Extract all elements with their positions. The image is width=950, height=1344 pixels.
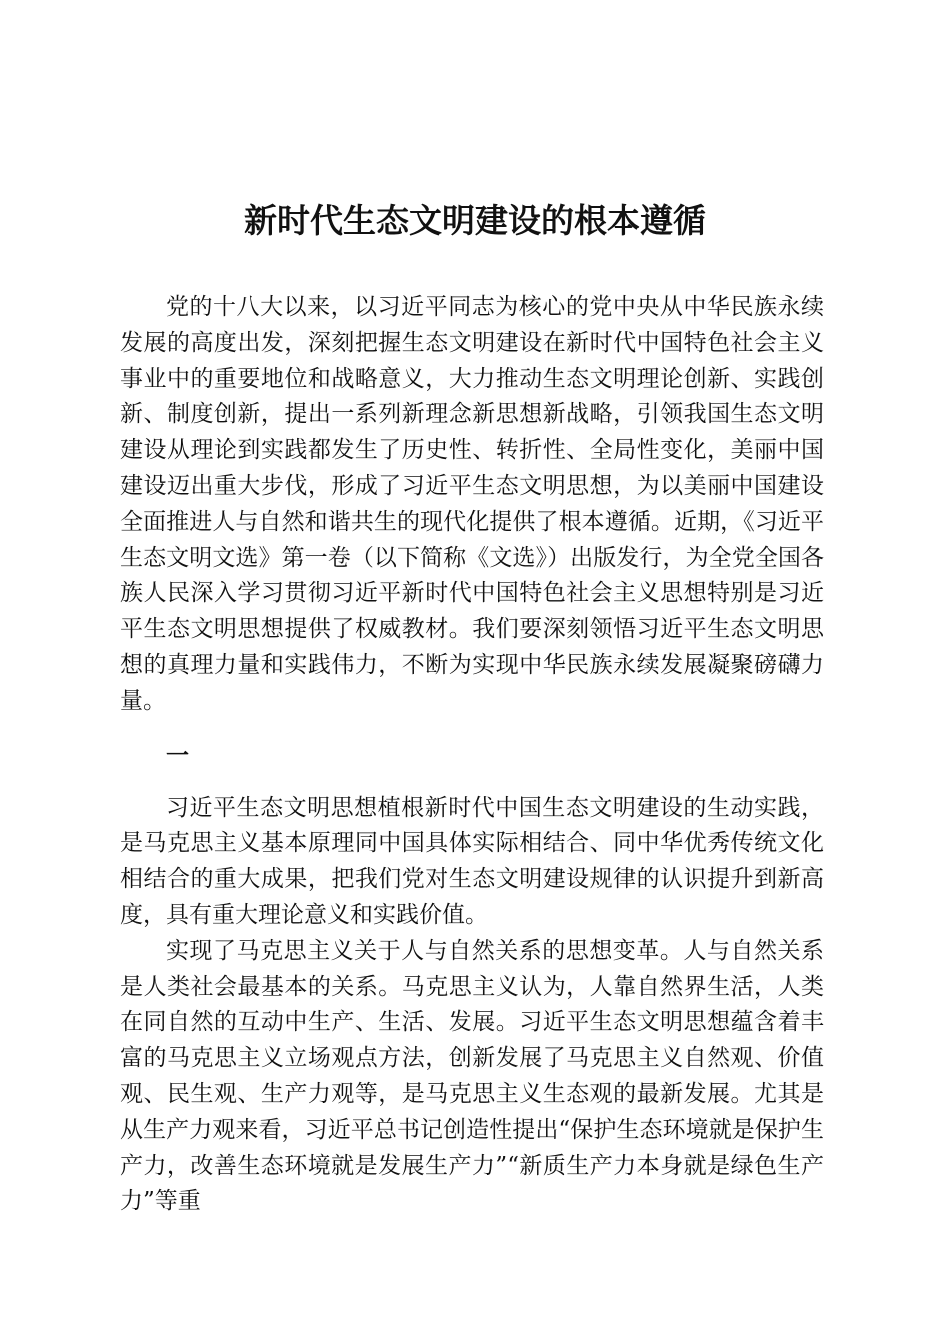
paragraph-section1-lead: 习近平生态文明思想植根新时代中国生态文明建设的生动实践，是马克思主义基本原理同中国具体实际相结合、同中华优秀传统文化相结合的重大成果，把我们党对生态文明建设规律的认识提升到新高度，具有重大理论意义和实践价值。 xyxy=(120,794,824,928)
document-title: 新时代生态文明建设的根本遵循 xyxy=(244,201,706,240)
paragraph-intro: 党的十八大以来，以习近平同志为核心的党中央从中华民族永续发展的高度出发，深刻把握生态文明建设在新时代中国特色社会主义事业中的重要地位和战略意义，大力推动生态文明理论创新、实践创新、制度创新，提出一系列新理念新思想新战略，引领我国生态文明建设从理论到实践都发生了历史性、转折性、全局性变化，美丽中国建设迈出重大步伐，形成了习近平生态文明思想，为以美丽中国建设全面推进人与自然和谐共生的现代化提供了根本遵循。近期，《习近平生态文明文选》第一卷（以下简称《文选》）出版发行，为全党全国各族人民深入学习贯彻习近平新时代中国特色社会主义思想特别是习近平生态文明思想提供了权威教材。我们要深刻领悟习近平生态文明思想的真理力量和实践伟力，不断为实现中华民族永续发展凝聚磅礴力量。 xyxy=(120,294,824,714)
document-body xyxy=(120,290,824,1220)
section-heading-one: 一 xyxy=(166,741,189,769)
paragraph-section1-point1: 实现了马克思主义关于人与自然关系的思想变革。人与自然关系是人类社会最基本的关系。马克思主义认为，人靠自然界生活，人类在同自然的互动中生产、生活、发展。习近平生态文明思想蕴含着丰富的马克思主义立场观点方法，创新发展了马克思主义自然观、价值观、民生观、生产力观等，是马克思主义生态观的最新发展。尤其是从生产力观来看，习近平总书记创造性提出“保护生态环境就是保护生产力，改善生态环境就是发展生产力”“新质生产力本身就是绿色生产力”等重 xyxy=(120,937,824,1215)
